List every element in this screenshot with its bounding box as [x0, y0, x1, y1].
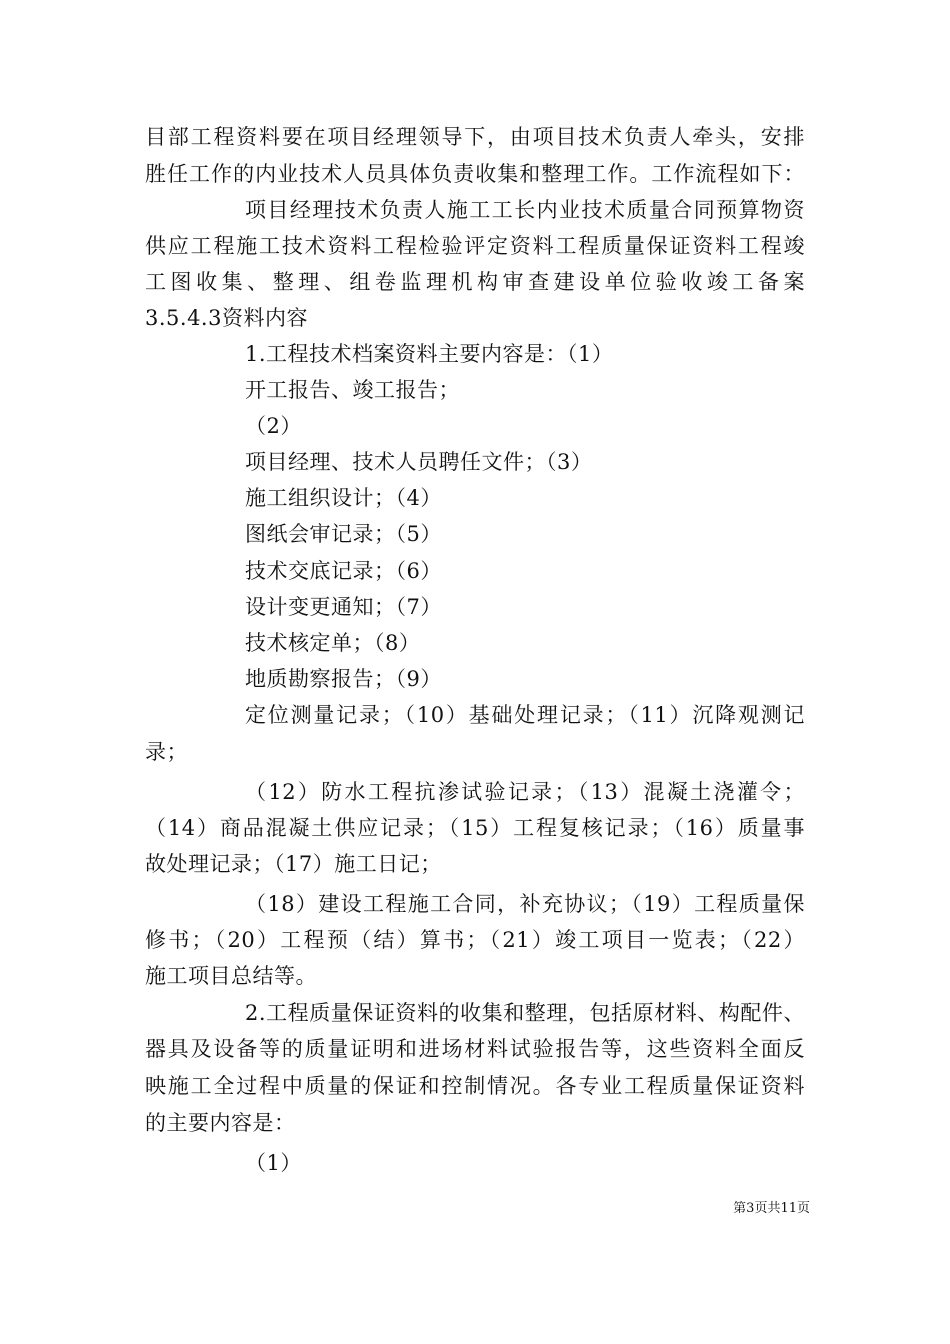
list-item: 施工组织设计；（4） — [245, 486, 442, 510]
text-line: 目部工程资料要在项目经理领导下，由项目技术负责人牵头，安排 — [145, 125, 805, 149]
text-line: 故处理记录；（17）施工日记； — [145, 852, 442, 876]
text-line: 映施工全过程中质量的保证和控制情况。各专业工程质量保证资料 — [145, 1074, 805, 1098]
text-line: 器具及设备等的质量证明和进场材料试验报告等，这些资料全面反 — [145, 1037, 805, 1061]
text-line: （14）商品混凝土供应记录；（15）工程复核记录；（16）质量事 — [145, 816, 805, 840]
list-item: 设计变更通知；（7） — [245, 595, 442, 619]
text-line: 胜任工作的内业技术人员具体负责收集和整理工作。工作流程如下： — [145, 162, 805, 186]
text-line: 工图收集、整理、组卷监理机构审查建设单位验收竣工备案 — [145, 270, 805, 294]
page-number: 第3页共11页 — [733, 1201, 810, 1216]
list-item: 技术核定单；（8） — [245, 631, 421, 655]
text-line: 施工项目总结等。 — [145, 964, 317, 988]
list-item: 技术交底记录；（6） — [245, 559, 442, 583]
list-item: 开工报告、竣工报告； — [245, 378, 460, 402]
list-item: （1） — [245, 1151, 302, 1175]
list-item: 图纸会审记录；（5） — [245, 522, 442, 546]
list-item: 定位测量记录；（10）基础处理记录；（11）沉降观测记 — [245, 703, 805, 727]
text-line: 项目经理技术负责人施工工长内业技术质量合同预算物资 — [245, 198, 805, 222]
text-line: （12）防水工程抗渗试验记录；（13）混凝土浇灌令； — [245, 780, 805, 804]
text-line: 1.工程技术档案资料主要内容是：（1） — [245, 342, 614, 366]
text-line: 供应工程施工技术资料工程检验评定资料工程质量保证资料工程竣 — [145, 234, 805, 258]
list-item: 项目经理、技术人员聘任文件；（3） — [245, 450, 593, 474]
section-heading: 3.5.4.3资料内容 — [145, 306, 308, 330]
text-line: （18）建设工程施工合同，补充协议；（19）工程质量保 — [245, 892, 805, 916]
text-line: 修书；（20）工程预（结）算书；（21）竣工项目一览表；（22） — [145, 928, 805, 952]
text-line: 的主要内容是： — [145, 1111, 296, 1135]
list-item: （2） — [245, 414, 302, 438]
text-line: 录； — [145, 740, 188, 764]
text-line: 2.工程质量保证资料的收集和整理，包括原材料、构配件、 — [245, 1001, 805, 1025]
list-item: 地质勘察报告；（9） — [245, 667, 442, 691]
